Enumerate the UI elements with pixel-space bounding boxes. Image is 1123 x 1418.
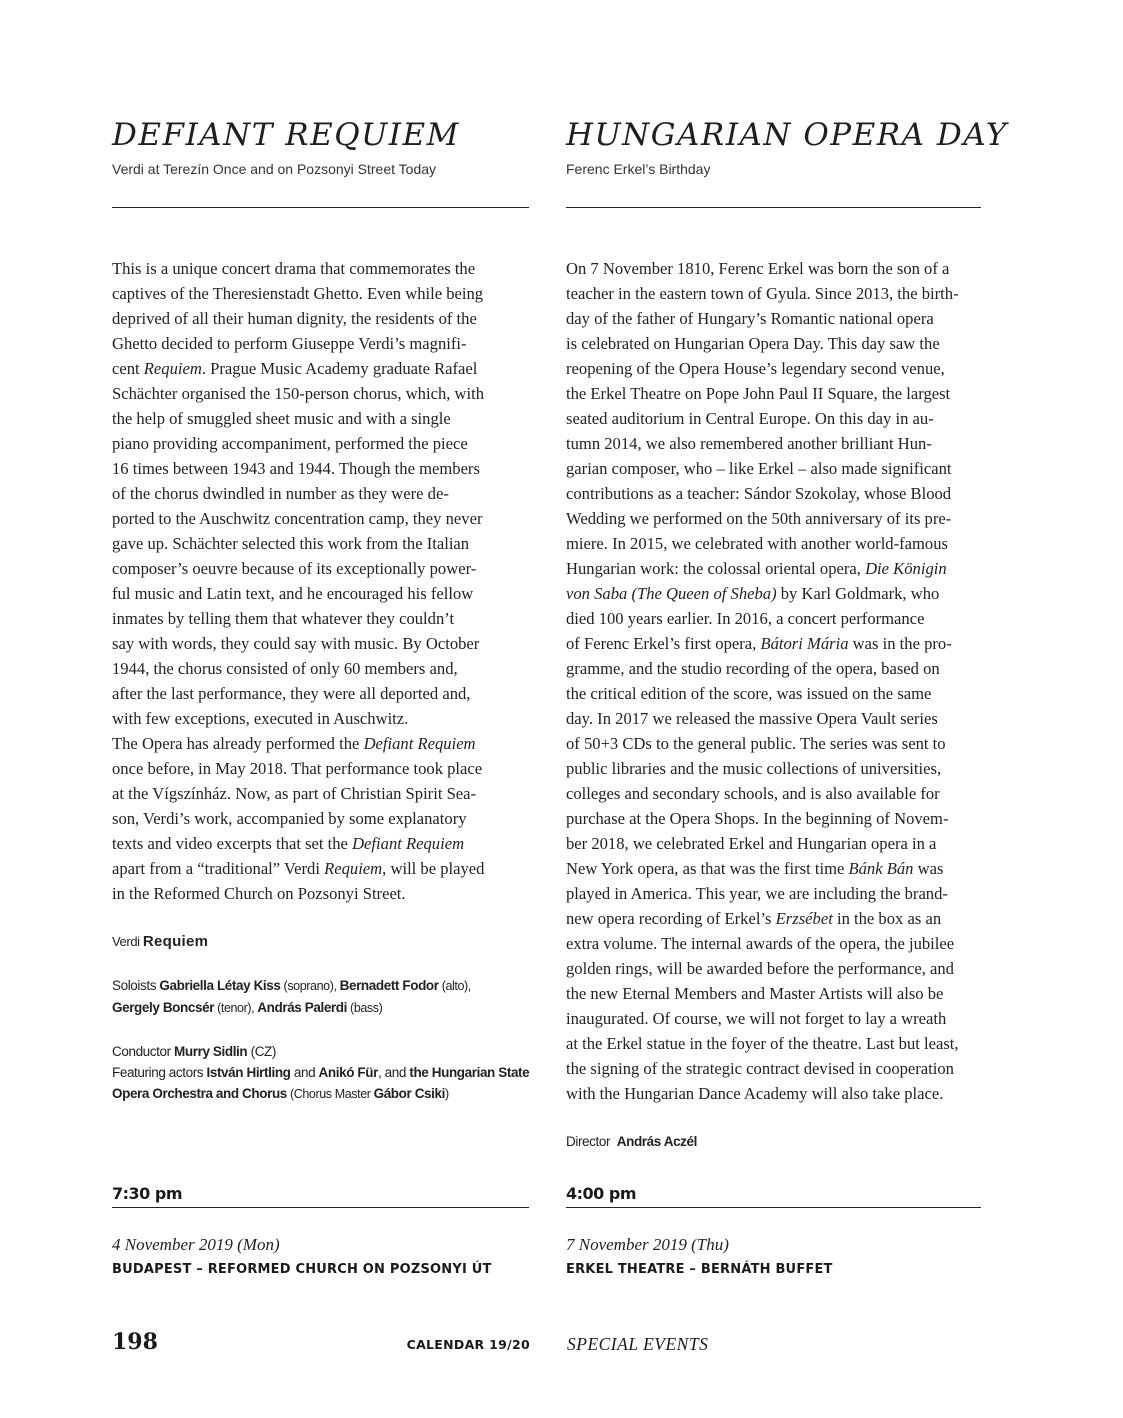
text-line: Wedding we performed on the 50th anniversary of its pre- — [566, 509, 952, 528]
text-line: the help of smuggled sheet music and with a single — [112, 409, 451, 428]
work-title: Requiem — [142, 933, 209, 950]
text-line: This is a unique concert drama that commemorates the — [112, 259, 476, 278]
text-line: garian composer, who – like Erkel – also made significant — [566, 459, 952, 478]
text-line: the Erkel Theatre on Pope John Paul II Square, the largest — [566, 384, 951, 403]
text-line: at the Erkel statue in the foyer of the theatre. Last but least, — [566, 1034, 959, 1053]
event-venue: ERKEL THEATRE – BERNÁTH BUFFET — [566, 1262, 833, 1277]
section-label: SPECIAL EVENTS — [567, 1334, 709, 1354]
text-line: Featuring actors István Hirtling and Anikó Für, and the Hungarian State — [112, 1065, 530, 1080]
text-line: played in America. This year, we are including the brand- — [566, 884, 948, 903]
text-line: apart from a “traditional” Verdi Requiem, will be played — [112, 859, 485, 878]
text-line: captives of the Theresienstadt Ghetto. Even while being — [112, 284, 484, 303]
text-line: Ghetto decided to perform Giuseppe Verdi’s magnifi- — [112, 334, 467, 353]
text-line: public libraries and the music collections of universities, — [566, 759, 942, 778]
text-line: died 100 years earlier. In 2016, a concert performance — [566, 609, 925, 628]
text-line: miere. In 2015, we celebrated with another world-famous — [566, 534, 948, 553]
text-line: composer’s oeuvre because of its exceptionally power- — [112, 559, 477, 578]
text-line: day of the father of Hungary’s Romantic national opera — [566, 309, 934, 328]
text-line: at the Vígszínház. Now, as part of Christian Spirit Sea- — [112, 784, 477, 803]
work-composer: Verdi — [112, 934, 140, 949]
text-line: inmates by telling them that whatever they couldn’t — [112, 609, 455, 628]
event-venue: BUDAPEST – REFORMED CHURCH ON POZSONYI ÚT — [112, 1262, 492, 1277]
text-line: day. In 2017 we released the massive Opera Vault series — [566, 709, 938, 728]
text-line: the signing of the strategic contract devised in cooperation — [566, 1059, 954, 1078]
text-line: of Ferenc Erkel’s first opera, Bátori Mária was in the pro- — [566, 634, 952, 653]
event-time: 7:30 pm — [112, 1184, 182, 1203]
text-line: the new Eternal Members and Master Artists will also be — [566, 984, 944, 1003]
text-line: texts and video excerpts that set the Defiant Requiem — [112, 834, 465, 853]
text-line: of the chorus dwindled in number as they were de- — [112, 484, 449, 503]
text-line: once before, in May 2018. That performance took place — [112, 759, 483, 778]
text-line: 1944, the chorus consisted of only 60 members and, — [112, 659, 458, 678]
text-line: extra volume. The internal awards of the opera, the jubilee — [566, 934, 955, 953]
event-time: 4:00 pm — [566, 1184, 636, 1203]
text-line: seated auditorium in Central Europe. On this day in au- — [566, 409, 934, 428]
text-line: son, Verdi’s work, accompanied by some explanatory — [112, 809, 467, 828]
text-line: teacher in the eastern town of Gyula. Since 2013, the birth- — [566, 284, 959, 303]
text-line: piano providing accompaniment, performed the piece — [112, 434, 468, 453]
soloists-credits — [112, 975, 529, 1019]
text-line: after the last performance, they were all deported and, — [112, 684, 471, 703]
text-line: new opera recording of Erkel’s Erzsébet in the box as an — [566, 909, 942, 928]
text-line: 16 times between 1943 and 1944. Though the members — [112, 459, 480, 478]
text-line: contributions as a teacher: Sándor Szokolay, whose Blood — [566, 484, 952, 503]
text-line: with few exceptions, executed in Auschwitz. — [112, 709, 409, 728]
event-date: 7 November 2019 (Thu) — [566, 1235, 729, 1254]
calendar-label: CALENDAR 19/20 — [406, 1337, 530, 1352]
text-line: purchase at the Opera Shops. In the beginning of Novem- — [566, 809, 949, 828]
director-label: Director — [566, 1134, 611, 1149]
text-line: Opera Orchestra and Chorus (Chorus Master Gábor Csiki) — [112, 1086, 449, 1101]
text-line: cent Requiem. Prague Music Academy graduate Rafael — [112, 359, 478, 378]
text-line: say with words, they could say with music. By October — [112, 634, 480, 653]
event-subtitle: Verdi at Terezín Once and on Pozsonyi Street Today — [112, 161, 437, 177]
text-line: Gergely Boncsér (tenor), András Palerdi (bass) — [112, 1000, 383, 1015]
text-line: gramme, and the studio recording of the opera, based on — [566, 659, 940, 678]
text-line: colleges and secondary schools, and is also available for — [566, 784, 940, 803]
divider — [112, 1207, 529, 1208]
text-line: New York opera, as that was the first time Bánk Bán was — [566, 859, 944, 878]
text-line: reopening of the Opera House’s legendary second venue, — [566, 359, 945, 378]
event-date: 4 November 2019 (Mon) — [112, 1235, 280, 1254]
text-line: Conductor Murry Sidlin (CZ) — [112, 1044, 277, 1059]
event-title: DEFIANT REQUIEM — [112, 117, 460, 153]
text-line: gave up. Schächter selected this work from the Italian — [112, 534, 470, 553]
text-line: ber 2018, we celebrated Erkel and Hungarian opera in a — [566, 834, 937, 853]
text-line: in the Reformed Church on Pozsonyi Street. — [112, 884, 406, 903]
text-line: Schächter organised the 150-person chorus, which, with — [112, 384, 485, 403]
director-name: András Aczél — [616, 1134, 697, 1149]
divider — [566, 207, 981, 208]
event-description — [112, 256, 529, 906]
event-title: HUNGARIAN OPERA DAY — [566, 117, 1008, 153]
text-line: On 7 November 1810, Ferenc Erkel was born the son of a — [566, 259, 950, 278]
page-number: 198 — [112, 1329, 158, 1355]
text-line: tumn 2014, we also remembered another brilliant Hun- — [566, 434, 932, 453]
event-subtitle: Ferenc Erkel’s Birthday — [566, 161, 711, 177]
text-line: golden rings, will be awarded before the performance, and — [566, 959, 954, 978]
text-line: ported to the Auschwitz concentration camp, they never — [112, 509, 483, 528]
text-line: ful music and Latin text, and he encouraged his fellow — [112, 584, 474, 603]
director-credit — [566, 1131, 981, 1152]
text-line: Soloists Gabriella Létay Kiss (soprano), Bernadett Fodor (alto), — [112, 978, 471, 993]
text-line: The Opera has already performed the Defiant Requiem — [112, 734, 476, 753]
text-line: deprived of all their human dignity, the residents of the — [112, 309, 477, 328]
work-line — [112, 931, 529, 952]
text-line: inaugurated. Of course, we will not forget to lay a wreath — [566, 1009, 947, 1028]
text-line: von Saba (The Queen of Sheba) by Karl Goldmark, who — [566, 584, 940, 603]
text-line: is celebrated on Hungarian Opera Day. This day saw the — [566, 334, 940, 353]
divider — [566, 1207, 981, 1208]
conductor-credits — [112, 1041, 529, 1105]
text-line: the critical edition of the score, was issued on the same — [566, 684, 932, 703]
text-line: Hungarian work: the colossal oriental opera, Die Königin — [566, 559, 947, 578]
text-line: with the Hungarian Dance Academy will also take place. — [566, 1084, 944, 1103]
divider — [112, 207, 529, 208]
text-line: of 50+3 CDs to the general public. The series was sent to — [566, 734, 946, 753]
event-description — [566, 256, 981, 1106]
